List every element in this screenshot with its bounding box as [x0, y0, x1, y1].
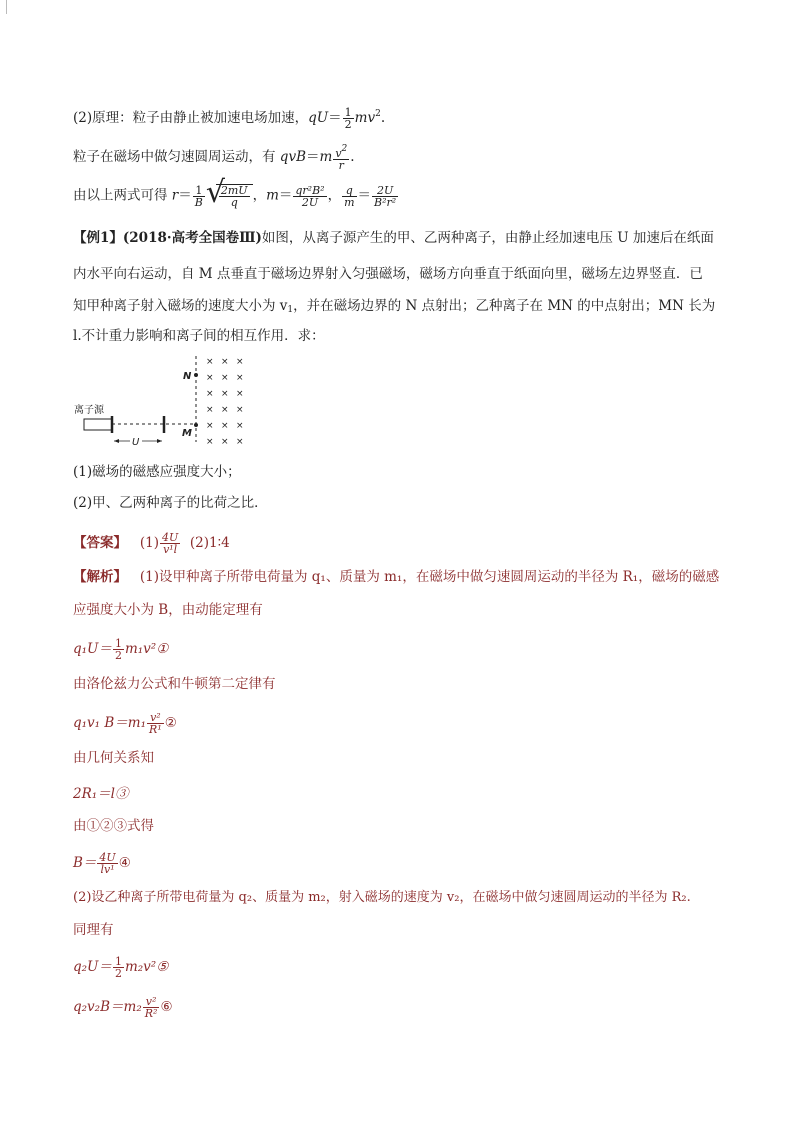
ion-source-box	[84, 419, 112, 430]
magnetic-field-diagram	[72, 350, 262, 460]
field-cross: ×	[206, 357, 214, 367]
example-line-2: 内水平向右运动，自 M 点垂直于磁场边界射入匀强磁场，磁场方向垂直于纸面向里，磁场左边界竖直．已	[73, 266, 703, 282]
ion-source-label: 离子源	[74, 405, 104, 416]
equation-3: 2R₁＝l③	[73, 786, 129, 802]
field-cross: ×	[236, 437, 244, 447]
field-cross: ×	[206, 389, 214, 399]
analysis-tag: 【解析】	[73, 569, 127, 585]
field-cross: ×	[221, 405, 229, 415]
field-cross: ×	[236, 421, 244, 431]
equation-6: q₂v₂B＝m₂ $\frac{\text{v²}}{\text{R²}}$ ⑥	[73, 995, 173, 1020]
fraction-qm-value: $\frac{2U}{\text{B²r²}}$	[374, 183, 397, 209]
square-root: √ $\frac{2mU}{q}$	[206, 184, 253, 208]
m-label: M	[182, 428, 192, 439]
field-cross: ×	[206, 437, 214, 447]
fraction-one-over-B: $\frac{1}{B}$	[194, 183, 203, 209]
left-margin-line	[6, 0, 7, 14]
example-line-4: l.不计重力影响和离子间的相互作用．求：	[73, 328, 325, 344]
answer-fraction: $\frac{4U}{\text{v¹l}}$	[162, 531, 179, 556]
analysis-line-1: 【解析】 (1)设甲种离子所带电荷量为 q₁、质量为 m₁，在磁场中做匀速圆周运动的半径为 R₁，磁场的磁感	[73, 569, 720, 585]
field-cross: ×	[206, 373, 214, 383]
analysis-line-7: 同理有	[73, 922, 114, 938]
example-source: (2018·高考全国卷Ⅲ)	[122, 230, 262, 246]
derived-formula-line: 由以上两式可得 r＝ $\frac{1}{B}$ √ $\frac{2mU}{q}$ ，m＝ $\frac{\text{qr²B²}}{2U}$ ， $\frac{q}{m}$ ＝ $\frac{2U}{\text{B²r²}}$	[73, 175, 397, 210]
field-cross: ×	[236, 389, 244, 399]
u-label: U	[132, 437, 140, 448]
field-cross: ×	[221, 437, 229, 447]
field-cross: ×	[236, 357, 244, 367]
point-N	[194, 373, 198, 377]
equation-5: q₂U＝ $\frac{1}{2}$ m₂v²⑤	[73, 955, 169, 980]
example-tag: 【例1】	[73, 230, 123, 246]
analysis-line-6: (2)设乙种离子所带电荷量为 q₂、质量为 m₂，射入磁场的速度为 v₂，在磁场中做匀速圆周运动的半径为 R₂.	[73, 890, 691, 905]
question-2: (2)甲、乙两种离子的比荷之比．	[73, 495, 268, 511]
fraction-q-over-m: $\frac{q}{m}$	[344, 183, 355, 209]
field-cross: ×	[221, 357, 229, 367]
analysis-line-5: 由①②③式得	[73, 818, 154, 834]
fraction-m: $\frac{\text{qr²B²}}{2U}$	[295, 183, 325, 209]
n-label: N	[183, 371, 192, 382]
circular-motion-line: 粒子在磁场中做匀速圆周运动，有 qvB＝m $\frac{v^2}{r}$ .	[73, 144, 355, 172]
fraction-v2-over-r: $\frac{v^2}{r}$	[335, 144, 348, 172]
field-cross: ×	[206, 405, 214, 415]
answer-line: 【答案】 (1) $\frac{4U}{\text{v¹l}}$ (2)1∶4	[73, 531, 230, 556]
answer-tag: 【答案】	[73, 535, 127, 551]
example-line-1: 【例1】(2018·高考全国卷Ⅲ)如图，从离子源产生的甲、乙两种离子，由静止经加速电压 U 加速后在纸面	[73, 230, 714, 246]
field-cross: ×	[221, 389, 229, 399]
field-cross: ×	[236, 405, 244, 415]
point-M	[194, 423, 198, 427]
fraction-half: $\frac{1}{2}$	[344, 106, 352, 131]
field-cross: ×	[206, 421, 214, 431]
question-1: (1)磁场的磁感应强度大小；	[73, 464, 241, 480]
principle-line: (2)原理：粒子由静止被加速电场加速，qU＝ $\frac{1}{2}$ $mv^2$.	[73, 106, 386, 131]
analysis-line-2: 应强度大小为 B，由动能定理有	[73, 602, 263, 618]
equation-4: B＝ $\frac{4U}{\text{lv¹}}$ ④	[73, 851, 131, 876]
analysis-line-4: 由几何关系知	[73, 750, 154, 766]
field-crosses	[206, 357, 244, 447]
example-line-3: 知甲种离子射入磁场的速度大小为 $v_1$，并在磁场边界的 N 点射出；乙种离子在 MN 的中点射出；MN 长为	[73, 298, 716, 315]
field-cross: ×	[221, 373, 229, 383]
analysis-line-3: 由洛伦兹力公式和牛顿第二定律有	[73, 676, 276, 692]
equation-1: q₁U＝ $\frac{1}{2}$ m₁v²①	[73, 637, 169, 662]
equation-2: q₁v₁ B＝m₁ $\frac{\text{v²}}{\text{R¹}}$ ②	[73, 711, 177, 736]
field-cross: ×	[236, 373, 244, 383]
field-cross: ×	[221, 421, 229, 431]
